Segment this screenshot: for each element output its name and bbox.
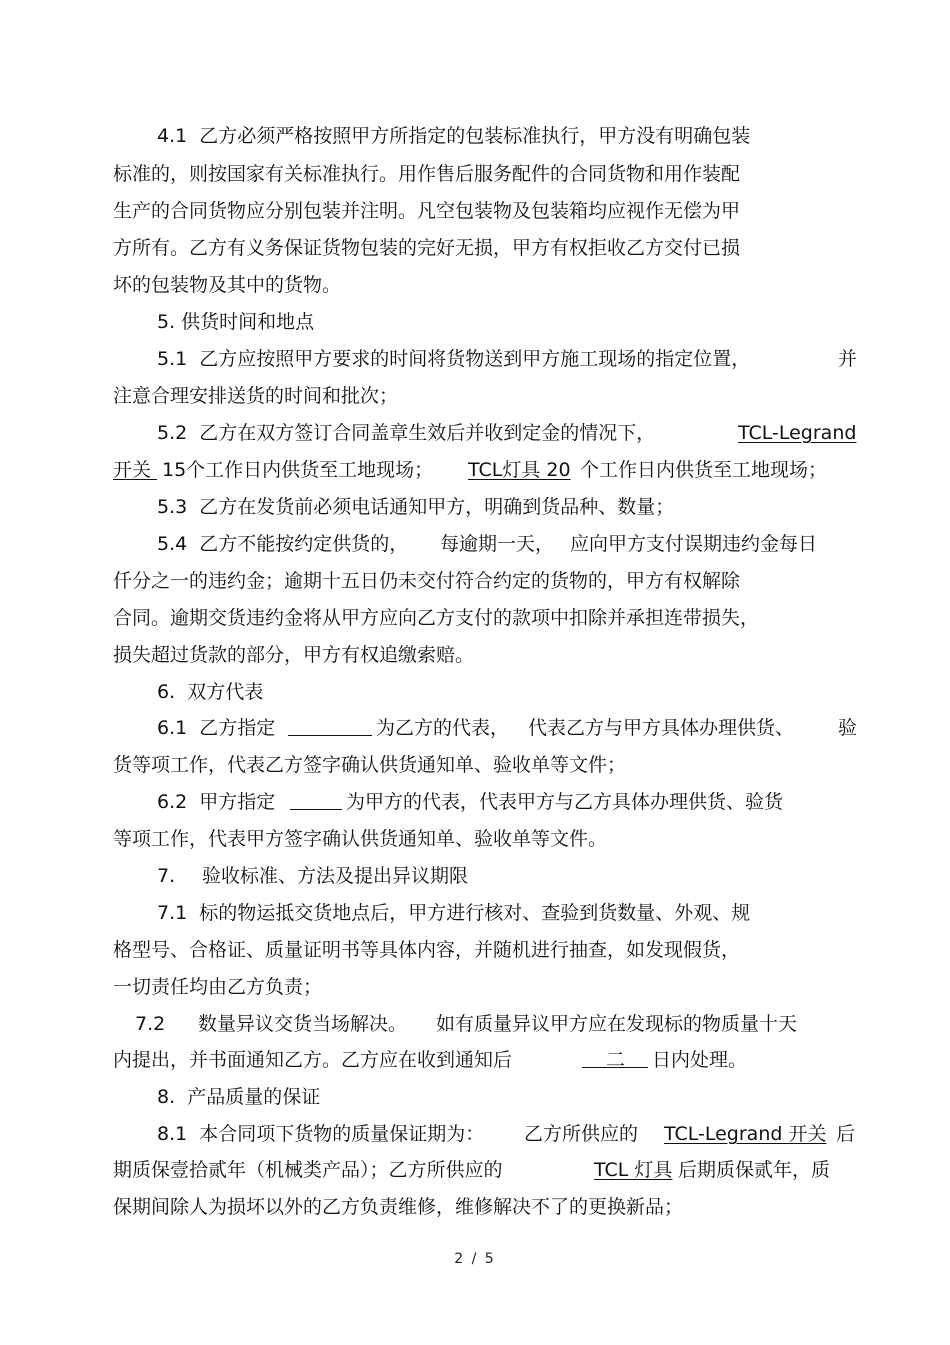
clause-8-1-line-1a: 8.1 本合同项下货物的质量保证期为：: [157, 1123, 485, 1145]
clause-5-2-lamp-term: 个工作日内供货至工地现场；: [580, 459, 828, 481]
clause-7-1-line-1: 7.1 标的物运抵交货地点后，甲方进行核对、查验到货数量、外观、规: [157, 902, 751, 924]
clause-8-1-line-2a: 期质保壹拾贰年（机械类产品）；乙方所供应的: [113, 1159, 503, 1181]
clause-6-2-line-1b: 为甲方的代表，代表甲方与乙方具体办理供货、验货: [346, 791, 784, 813]
clause-7-2-number: 7.2: [135, 1013, 166, 1035]
section-5-heading: 5. 供货时间和地点: [157, 311, 315, 333]
clause-7-2-line-1a: 数量异议交货当场解决。: [198, 1013, 408, 1035]
clause-8-1-brand-lamp: TCL 灯具: [594, 1159, 673, 1181]
section-8-heading: 8. 产品质量的保证: [157, 1086, 321, 1108]
clause-5-1-line-2: 注意合理安排送货的时间和批次；: [113, 385, 399, 407]
clause-5-2-brand-lamp: TCL灯具 20: [468, 459, 571, 481]
clause-8-1-line-1c: 后: [836, 1123, 856, 1145]
clause-5-4-line-3: 合同。逾期交货违约金将从甲方应向乙方支付的款项中扣除并承担连带损失，: [113, 607, 760, 629]
clause-4-1-line-1: 4.1 乙方必须严格按照甲方所指定的包装标准执行，甲方没有明确包装: [157, 125, 751, 147]
party-b-representative-blank: [288, 716, 372, 736]
clause-6-2-line-2: 等项工作，代表甲方签字确认供货通知单、验收单等文件。: [113, 828, 608, 850]
clause-6-1-line-1d: 验: [838, 717, 858, 739]
clause-5-1-line-1-tail: 并: [838, 348, 858, 370]
clause-4-1-line-5: 坏的包装物及其中的货物。: [113, 274, 342, 296]
section-7-number: 7.: [157, 865, 176, 887]
clause-8-1-line-1b: 乙方所供应的: [524, 1123, 639, 1145]
clause-6-1-line-1b: 为乙方的代表，: [376, 717, 510, 739]
clause-5-2-brand-switch: TCL-Legrand: [738, 422, 857, 444]
clause-4-1-line-4: 方所有。乙方有义务保证货物包装的完好无损，甲方有权拒收乙方交付已损: [113, 237, 741, 259]
clause-7-2-line-1b: 如有质量异议甲方应在发现标的物质量十天: [436, 1013, 798, 1035]
clause-5-2-line-1: 5.2 乙方在双方签订合同盖章生效后并收到定金的情况下，: [157, 422, 656, 444]
clause-5-3: 5.3 乙方在发货前必须电话通知甲方，明确到货品种、数量；: [157, 496, 675, 518]
clause-5-4-line-4: 损失超过货款的部分，甲方有权追缴索赔。: [113, 644, 475, 666]
clause-5-4-line-1b: 每逾期一天，: [440, 533, 555, 555]
section-7-heading: 验收标准、方法及提出异议期限: [202, 865, 469, 887]
clause-6-1-line-2: 货等项工作，代表乙方签字确认供货通知单、验收单等文件；: [113, 754, 627, 776]
clause-4-1-line-3: 生产的合同货物应分别包装并注明。凡空包装物及包装箱均应视作无偿为甲: [113, 200, 741, 222]
clause-5-1-line-1: 5.1 乙方应按照甲方要求的时间将货物送到甲方施工现场的指定位置，: [157, 348, 751, 370]
clause-7-1-line-3: 一切责任均由乙方负责；: [113, 976, 323, 998]
clause-8-1-line-2b: 后期质保贰年，质: [678, 1159, 831, 1181]
clause-5-4-line-1a: 5.4 乙方不能按约定供货的，: [157, 533, 409, 555]
clause-7-1-line-2: 格型号、合格证、质量证明书等具体内容，并随机进行抽查，如发现假货，: [113, 939, 741, 961]
clause-8-1-brand-switch: TCL-Legrand 开关: [664, 1123, 827, 1145]
clause-4-1-line-2: 标准的，则按国家有关标准执行。用作售后服务配件的合同货物和用作装配: [113, 163, 741, 185]
clause-7-2-line-2a: 内提出，并书面通知乙方。乙方应在收到通知后: [113, 1049, 513, 1071]
clause-5-4-line-2: 仟分之一的违约金；逾期十五日仍未交付符合约定的货物的，甲方有权解除: [113, 570, 741, 592]
clause-5-4-line-1c: 应向甲方支付误期违约金每日: [570, 533, 818, 555]
clause-8-1-line-3: 保期间除人为损坏以外的乙方负责维修，维修解决不了的更换新品；: [113, 1196, 684, 1218]
clause-5-2-switch-term: 15个工作日内供货至工地现场；: [162, 459, 434, 481]
page-number: 2 / 5: [454, 1251, 496, 1267]
clause-7-2-line-2b: 日内处理。: [652, 1049, 748, 1071]
clause-6-2-line-1a: 6.2 甲方指定: [157, 791, 276, 813]
clause-6-1-line-1c: 代表乙方与甲方具体办理供货、: [528, 717, 795, 739]
processing-days-value: 二: [606, 1049, 626, 1071]
clause-5-2-switch-word: 开关: [113, 459, 158, 481]
party-a-representative-blank: [290, 790, 342, 810]
clause-6-1-line-1a: 6.1 乙方指定: [157, 717, 276, 739]
section-6-heading: 6. 双方代表: [157, 681, 264, 703]
